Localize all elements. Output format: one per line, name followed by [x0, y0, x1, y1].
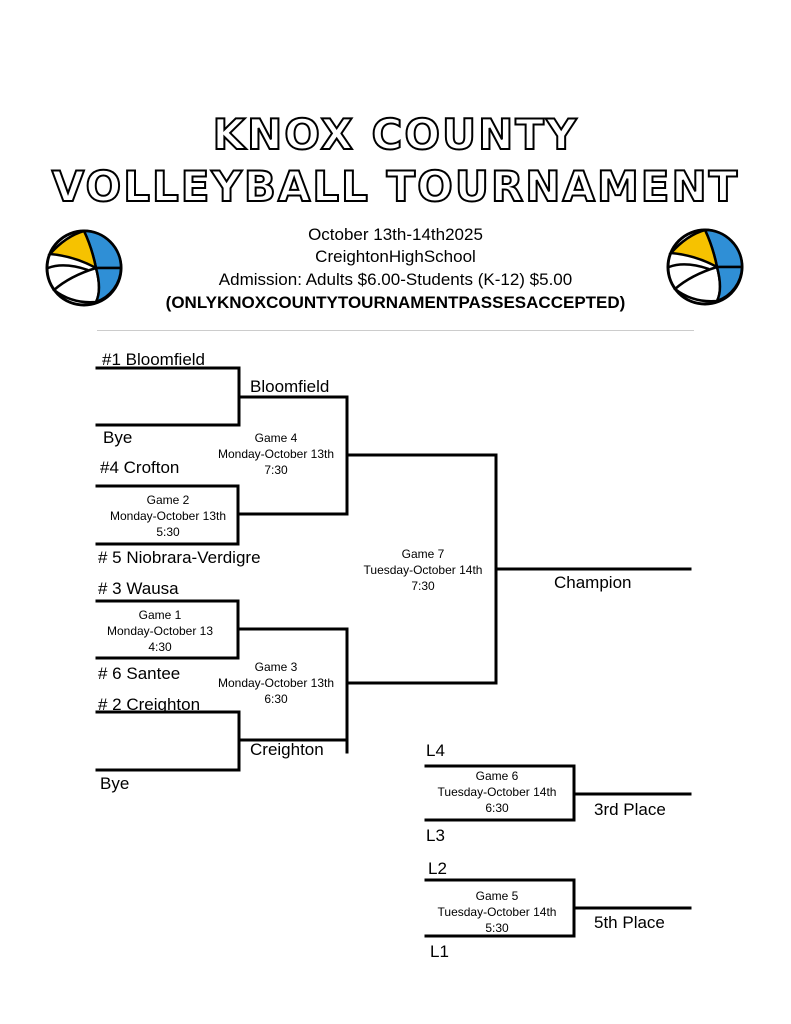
team-crofton-seed: #4 Crofton — [100, 458, 180, 477]
team-bloomfield-seed: #1 Bloomfield — [102, 350, 206, 369]
game-4-time: 7:30 — [264, 463, 288, 477]
game-7-name: Game 7 — [401, 547, 445, 561]
game-2-day: Monday-October 13th — [109, 509, 227, 523]
tournament-dates: October 13th-14th2025 — [308, 225, 483, 244]
game-5-info — [426, 888, 568, 936]
title-line-2: VOLLEYBALL TOURNAMENT — [51, 162, 740, 211]
team-creighton-seed: # 2 Creighton — [98, 695, 201, 714]
team-bloomfield-advance: Bloomfield — [250, 377, 330, 396]
loser-slot-l2: L2 — [428, 859, 447, 878]
admission-prices: Admission: Adults $6.00-Students (K-12) $5.00 — [218, 270, 573, 289]
team-creighton-advance: Creighton — [250, 740, 324, 759]
game-1-day: Monday-October 13 — [106, 624, 214, 638]
game-3-info — [205, 659, 347, 707]
game-6-info — [426, 768, 568, 816]
game-1-name: Game 1 — [138, 608, 182, 622]
game-2-info — [97, 492, 239, 540]
game-4-day: Monday-October 13th — [217, 447, 335, 461]
game-1-time: 4:30 — [148, 640, 172, 654]
game-7-day: Tuesday-October 14th — [363, 563, 483, 577]
team-niobrara-seed: # 5 Niobrara-Verdigre — [98, 548, 261, 567]
title-line-1: KNOX COUNTY — [212, 110, 579, 159]
loser-slot-l1: L1 — [430, 942, 449, 961]
game-4-name: Game 4 — [254, 431, 298, 445]
game-6-day: Tuesday-October 14th — [437, 785, 557, 799]
game-7-time: 7:30 — [411, 579, 435, 593]
game-6-name: Game 6 — [475, 769, 519, 783]
game-3-name: Game 3 — [254, 660, 298, 674]
game-5-time: 5:30 — [485, 921, 509, 935]
team-bye-top: Bye — [103, 428, 133, 447]
passes-note: (ONLYKNOXCOUNTYTOURNAMENTPASSESACCEPTED) — [165, 293, 626, 312]
fifth-place-label: 5th Place — [594, 913, 665, 932]
game-5-name: Game 5 — [475, 889, 519, 903]
game-3-time: 6:30 — [264, 692, 288, 706]
game-6-time: 6:30 — [485, 801, 509, 815]
third-place-label: 3rd Place — [594, 800, 666, 819]
team-wausa-seed: # 3 Wausa — [98, 579, 179, 598]
game-3-day: Monday-October 13th — [217, 676, 335, 690]
game-2-time: 5:30 — [156, 525, 180, 539]
team-bye-bottom: Bye — [100, 774, 130, 793]
game-5-day: Tuesday-October 14th — [437, 905, 557, 919]
loser-slot-l4: L4 — [426, 741, 445, 760]
game-7-info — [350, 546, 496, 594]
game-1-info — [89, 607, 231, 655]
game-2-name: Game 2 — [146, 493, 190, 507]
tournament-venue: CreightonHighSchool — [315, 247, 476, 266]
team-santee-seed: # 6 Santee — [98, 664, 181, 683]
champion-label: Champion — [554, 573, 632, 592]
loser-slot-l3: L3 — [426, 826, 445, 845]
game-4-info — [205, 430, 347, 478]
